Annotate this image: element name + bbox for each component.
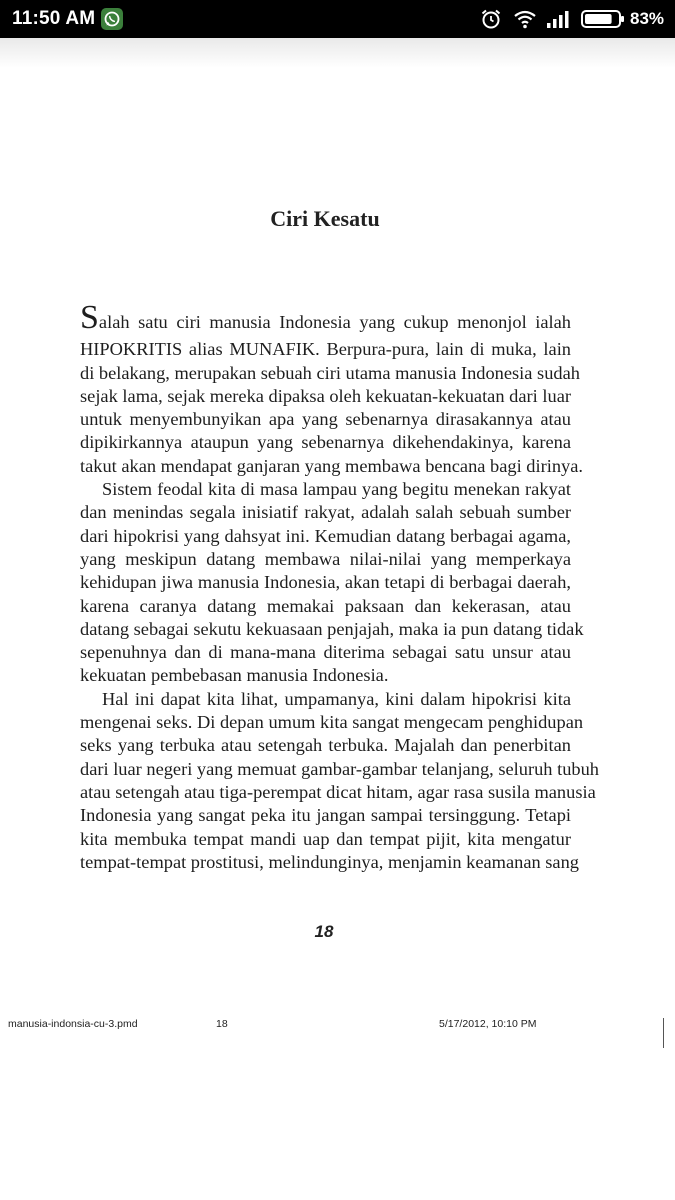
battery-percentage: 83% [630,9,665,28]
text-line: dipikirkannya ataupun yang sebenarnya dikehendakinya, karena [80,432,571,453]
alarm-icon [480,8,502,30]
text-line: tempat-tempat prostitusi, melindunginya, menjamin keamanan sang [80,851,579,872]
text-line: Sistem feodal kita di masa lampau yang begitu menekan rakyat [102,479,571,500]
text-line: Hal ini dapat kita lihat, umpamanya, kini dalam hipokrisi kita [102,688,571,709]
status-bar [0,0,675,38]
status-time: 11:50 AM [12,8,96,29]
crop-mark [663,1018,664,1048]
text-line: karena caranya datang memakai paksaan dan kekerasan, atau [80,595,571,616]
text-line: datang sebagai sekutu kekuasaan penjajah, maka ia pun datang tidak [80,618,584,639]
page-number: 18 [314,922,334,941]
text-line: dan menindas segala inisiatif rakyat, adalah salah sebuah sumber [80,502,571,523]
text-line: HIPOKRITIS alias MUNAFIK. Berpura-pura, lain di muka, lain [80,339,571,360]
text-line: Salah satu ciri manusia Indonesia yang cukup menonjol ialah [80,299,571,336]
signal-icon [546,9,572,29]
text-line: atau setengah atau tiga-perempat dicat hitam, agar rasa susila manusia [80,781,596,802]
wifi-icon [514,9,536,29]
text-line: Indonesia yang sangat peka itu jangan sampai tersinggung. Tetapi [80,805,571,826]
text-line: di belakang, merupakan sebuah ciri utama manusia Indonesia sudah [80,362,580,383]
text-line: dari luar negeri yang memuat gambar-gambar telanjang, seluruh tubuh [80,758,599,779]
footer-datetime: 5/17/2012, 10:10 PM [439,1018,537,1030]
text-line: untuk menyembunyikan apa yang sebenarnya dirasakannya atau [80,409,571,430]
whatsapp-icon [101,8,123,30]
footer-filename: manusia-indonsia-cu-3.pmd [8,1018,138,1030]
text-line: kehidupan jiwa manusia Indonesia, akan tetapi di berbagai daerah, [80,572,571,593]
text-line: mengenai seks. Di depan umum kita sangat mengecam penghidupan [80,712,584,733]
text-line: dari hipokrisi yang dahsyat ini. Kemudian datang berbagai agama, [80,525,571,546]
chapter-title: Ciri Kesatu [270,206,380,231]
text-line: sejak lama, sejak mereka dipaksa oleh kekuatan-kekuatan dari luar [80,385,571,406]
text-line: takut akan mendapat ganjaran yang membawa bencana bagi dirinya. [80,455,583,476]
text-line: sepenuhnya dan di mana-mana diterima sebagai satu unsur atau [80,642,571,663]
text-line: kekuatan pembebasan manusia Indonesia. [80,665,389,686]
text-line: seks yang terbuka atau setengah terbuka. Majalah dan penerbitan [80,735,571,756]
text-line: yang meskipun datang membawa nilai-nilai yang memperkaya [80,548,571,569]
top-shadow [0,38,675,68]
text-line: kita membuka tempat mandi uap dan tempat pijit, kita mengatur [80,828,571,849]
footer-page: 18 [216,1018,228,1030]
drop-cap: S [80,299,99,336]
body-text [80,299,599,874]
battery-icon [581,10,625,28]
